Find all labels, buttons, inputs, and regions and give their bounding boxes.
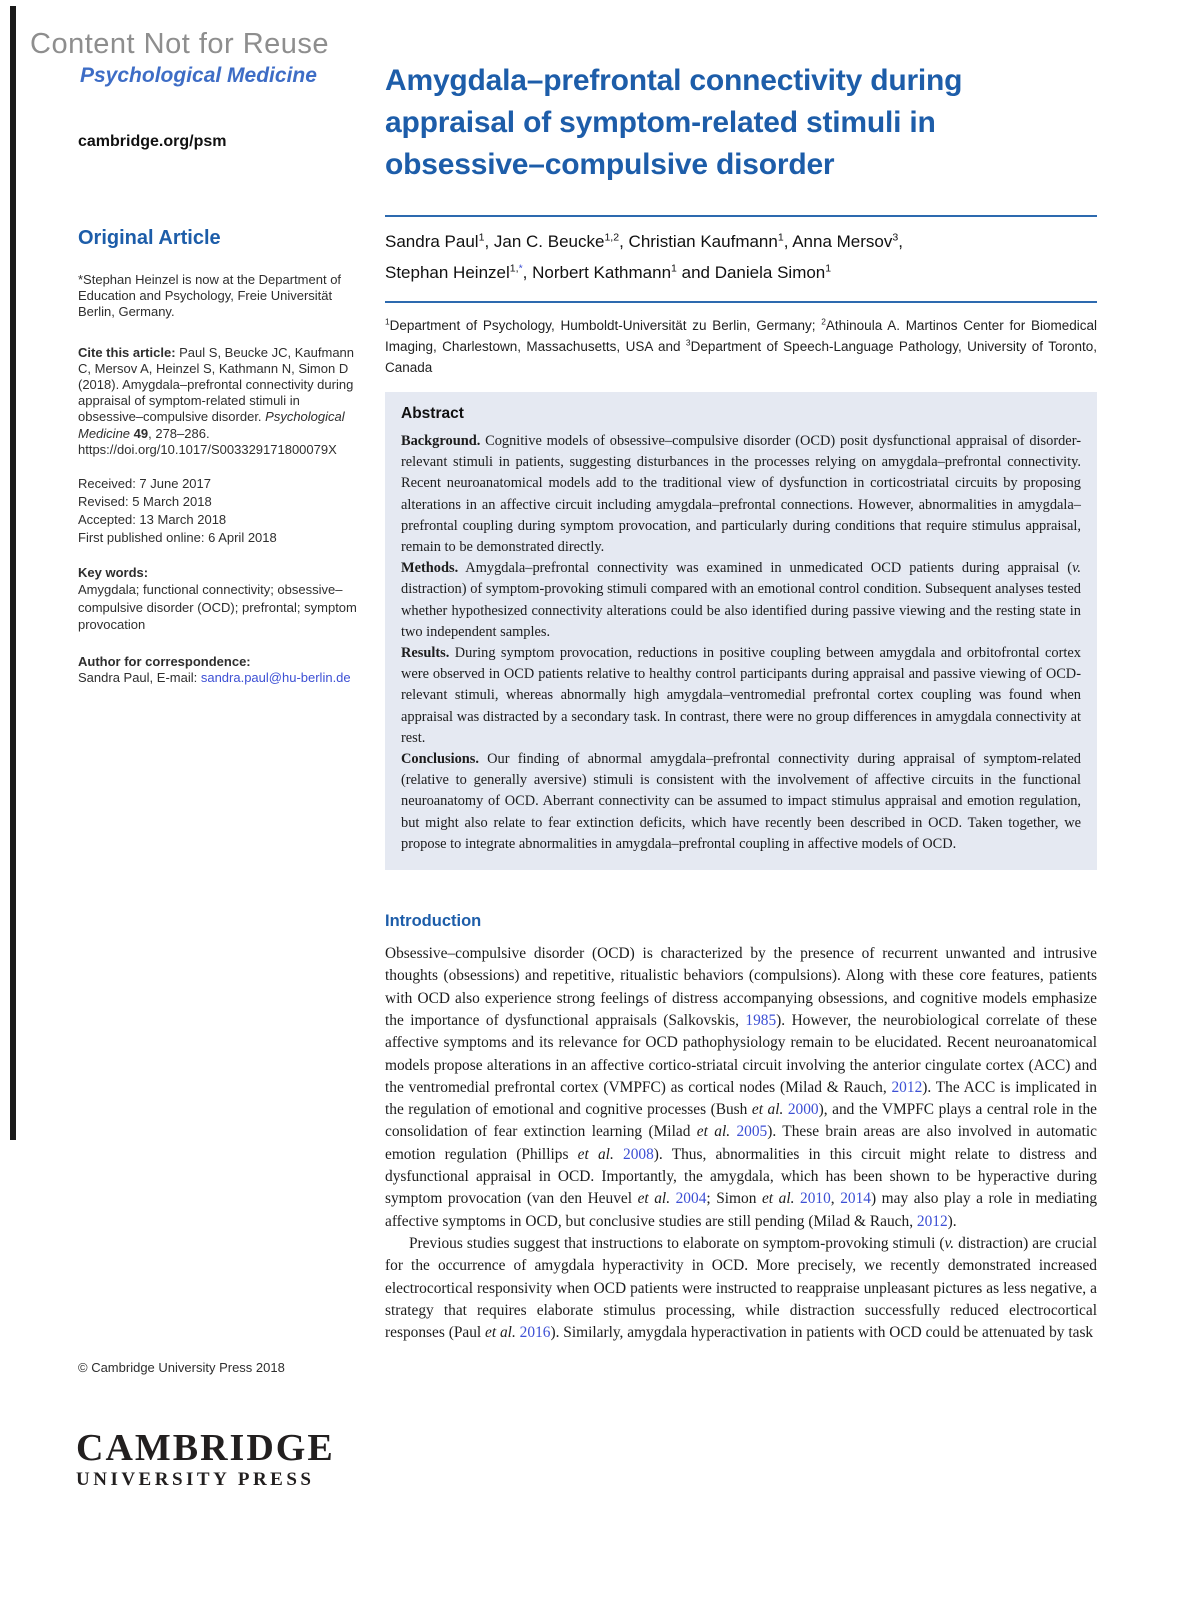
article-title: Amygdala–prefrontal connectivity during appraisal of symptom-related stimuli in obsessive–compulsive disorder <box>385 64 963 181</box>
abstract-heading: Abstract <box>401 405 464 422</box>
copyright-notice: © Cambridge University Press 2018 <box>78 1360 285 1375</box>
correspondence-email-link[interactable]: sandra.paul@hu-berlin.de <box>200 669 351 685</box>
cambridge-university-press-logo <box>76 1428 335 1491</box>
authors-line-2: Stephan Heinzel$^{1,*}$, Norbert Kathmann$^1$ and Daniela Simon$^1$ <box>385 262 832 282</box>
keywords-list: Amygdala; functional connectivity; obsessive–compulsive disorder (OCD); prefrontal; symptom provocation <box>78 582 357 633</box>
publisher-logo-line1: CAMBRIDGE <box>76 1427 335 1469</box>
authors-line-1: Sandra Paul$^1$, Jan C. Beucke$^{1,2}$, Christian Kaufmann$^1$, Anna Mersov$^3$, <box>385 231 903 251</box>
abstract-background: Background. Cognitive models of obsessive–compulsive disorder (OCD) posit dysfunctional appraisal of disorder-relevant stimuli in patients, suggesting disturbances in the processes relying on amygdala–prefrontal connectivity. Recent neuroanatomical models add to the traditional view of dysfunction in corticostriatal circuits by proposing alterations in an affective circuit including amygdala–prefrontal connections. However, abnormalities in amygdala–prefrontal coupling during symptom provocation, and particularly during conditions that require stimulus appraisal, remain to be demonstrated directly. <box>401 433 1081 556</box>
sidebar <box>78 272 364 686</box>
abstract-results: Results. During symptom provocation, reductions in positive coupling between amygdala and orbitofrontal cortex were observed in OCD patients relative to healthy control participants during appraisal and passive viewing of OCD-relevant stimuli, whereas abnormally high amygdala–ventromedial prefrontal cortex coupling was found when appraisal was distracted by a secondary task. In contrast, there were no group differences in amygdala connectivity at rest. <box>401 645 1081 746</box>
revised-date: Revised: 5 March 2018 <box>78 494 212 510</box>
accepted-date: Accepted: 13 March 2018 <box>78 512 227 528</box>
abstract-conclusions: Conclusions. Our finding of abnormal amygdala–prefrontal connectivity during appraisal of symptom-related (relative to generally aversive) stimuli is consistent with the involvement of affective circuits in the functional neuroanatomy of OCD. Aberrant connectivity can be assumed to impact stimulus appraisal and emotion regulation, but might also relate to fear extinction deficits, which have recently been described in OCD. Taken together, we propose to integrate abnormalities in amygdala–prefrontal coupling in affective models of OCD. <box>401 751 1081 852</box>
article-type-heading: Original Article <box>78 227 221 249</box>
introduction-paragraph-1: Obsessive–compulsive disorder (OCD) is characterized by the presence of recurrent unwanted and intrusive thoughts (obsessions) and repetitive, ritualistic behaviors (compulsions). Along with these core features, patients with OCD also experience strong feelings of distress accompanying obsessions, and cognitive models emphasize the importance of dysfunctional appraisals (Salkovskis, 1985). However, the neurobiological correlate of these affective symptoms and its relevance for OCD pathophysiology remain to be elucidated. Recent neuroanatomical models propose alterations in an affective cortico-striatal circuit involving the anterior cingulate cortex (ACC) and the ventromedial prefrontal cortex (VMPFC) as cortical nodes (Milad & Rauch, 2012). The ACC is implicated in the regulation of emotional and cognitive processes (Bush et al. 2000), and the VMPFC plays a central role in the consolidation of fear extinction learning (Milad et al. 2005). These brain areas are also involved in automatic emotion regulation (Phillips et al. 2008). Thus, abnormalities in this circuit might relate to distress and dysfunctional appraisal in OCD. Importantly, the amygdala, which has been shown to be hyperactive during symptom provocation (van den Heuvel et al. 2004; Simon et al. 2010, 2014) may also play a role in mediating affective symptoms in OCD, but conclusive studies are still pending (Milad & Rauch, 2012). <box>385 945 1098 1230</box>
correspondence-name: Sandra Paul, E-mail: <box>78 669 201 685</box>
affiliations: $^1$Department of Psychology, Humboldt-Universität zu Berlin, Germany; $^2$Athinoula A. Martinos Center for Biomedical Imaging, Charlestown, Massachusetts, USA and $^3$Department of Speech-Language Pathology, University of Toronto, Canada <box>385 316 1097 375</box>
article-history <box>78 475 364 547</box>
page-edge-line <box>10 6 16 1140</box>
keywords-heading: Key words: <box>78 565 149 581</box>
abstract-methods: Methods. Amygdala–prefrontal connectivity was examined in unmedicated OCD patients during appraisal (v. distraction) of symptom-provoking stimuli compared with an emotional control condition. Subsequent analyses tested whether hypothesized connectivity alterations could be also identified during passive viewing and the resting state in two independent samples. <box>401 560 1081 640</box>
content-watermark: Content Not for Reuse <box>30 28 330 60</box>
published-date: First published online: 6 April 2018 <box>78 530 277 546</box>
journal-url[interactable]: cambridge.org/psm <box>78 133 227 150</box>
authors-block <box>385 215 1097 303</box>
correspondence-line <box>78 670 364 686</box>
received-date: Received: 7 June 2017 <box>78 476 211 492</box>
introduction-paragraph-2: Previous studies suggest that instructions to elaborate on symptom-provoking stimuli (v. distraction) are crucial for the occurrence of amygdala hyperactivity in OCD. More precisely, we recently demonstrated increased electrocortical responsivity when OCD patients were instructed to reappraise unpleasant pictures as less negative, a strategy that requires elaborate stimulus processing, while distraction successfully reduced electrocortical responses (Paul et al. 2016). Similarly, amygdala hyperactivation in patients with OCD could be attenuated by task <box>385 1234 1097 1342</box>
citation-info: Cite this article: Paul S, Beucke JC, Kaufmann C, Mersov A, Heinzel S, Kathmann N, Simon D (2018). Amygdala–prefrontal connectivity during appraisal of symptom-related stimuli in obsessive–compulsive disorder. Psychological Medicine 49, 278–286. https://doi.org/10.1017/S003329171800079X <box>78 344 355 457</box>
correspondence-heading: Author for correspondence: <box>78 653 251 669</box>
publisher-logo-line2: UNIVERSITY PRESS <box>76 1469 315 1490</box>
author-footnote: *Stephan Heinzel is now at the Department of Education and Psychology, Freie Universität Berlin, Germany. <box>78 272 342 320</box>
introduction-heading: Introduction <box>385 912 482 931</box>
journal-title: Psychological Medicine <box>80 64 317 87</box>
article-main-column <box>385 60 1097 1344</box>
abstract-section <box>385 392 1097 870</box>
